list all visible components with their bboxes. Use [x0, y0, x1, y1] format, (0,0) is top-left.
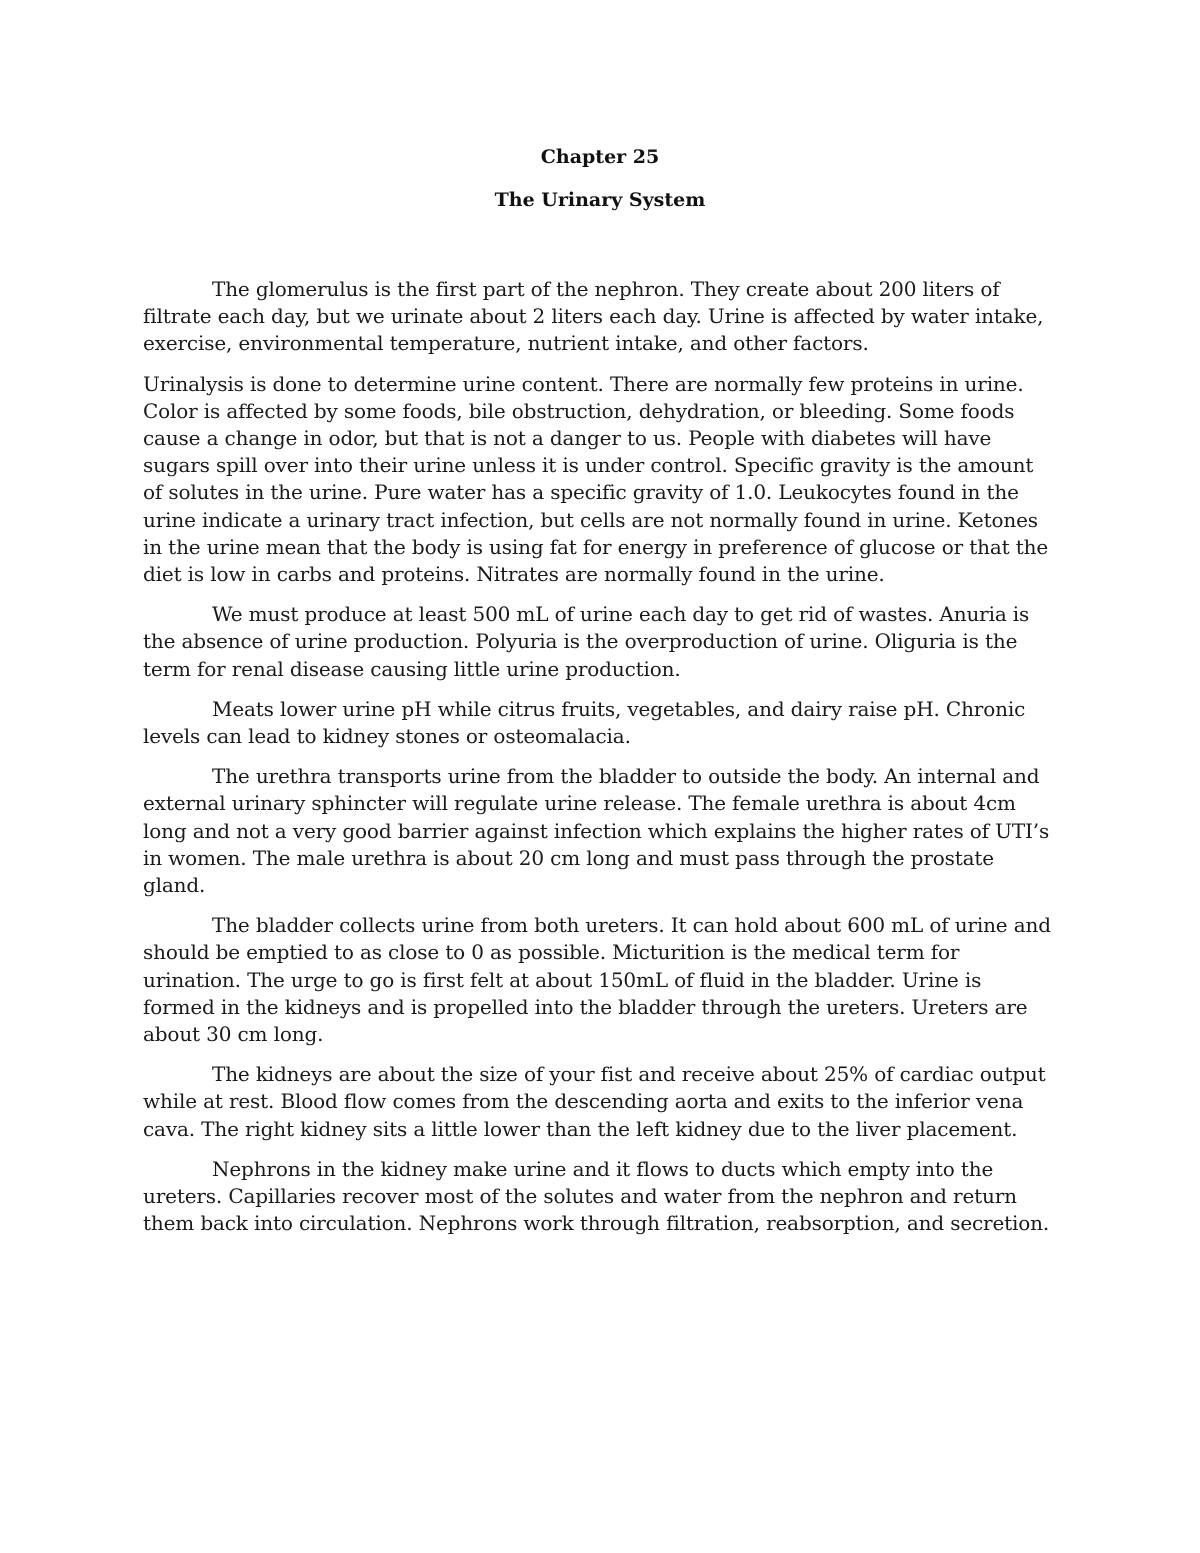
- paragraph-urethra: The urethra transports urine from the bladder to outside the body. An internal and external urinary sphincter will regulate urine release. The female urethra is about 4cm long and not a very good barrier against infection which explains the higher rates of UTI’s in women. The male urethra is about 20 cm long and must pass through the prostate gland.: [143, 764, 1050, 898]
- paragraph-urine-production: We must produce at least 500 mL of urine each day to get rid of wastes. Anuria is the absence of urine production. Polyuria is the overproduction of urine. Oliguria is the term for renal disease causing little urine production.: [143, 602, 1030, 681]
- chapter-heading: Chapter 25: [540, 146, 660, 168]
- paragraph-glomerulus: The glomerulus is the first part of the nephron. They create about 200 liters of filtrate each day, but we urinate about 2 liters each day. Urine is affected by water intake, exercise, environmental temperature, nutrient intake, and other factors.: [143, 277, 1044, 356]
- paragraph-kidneys: The kidneys are about the size of your fist and receive about 25% of cardiac output while at rest. Blood flow comes from the descending aorta and exits to the inferior vena cava. The right kidney sits a little lower than the left kidney due to the liver placement.: [143, 1062, 1046, 1141]
- paragraph-urinalysis: Urinalysis is done to determine urine content. There are normally few proteins in urine. Color is affected by some foods, bile obstruction, dehydration, or bleeding. Some foods cause a change in odor, but that is not a danger to us. People with diabetes will have sugars spill over into their urine unless it is under control. Specific gravity is the amount of solutes in the urine. Pure water has a specific gravity of 1.0. Leukocytes found in the urine indicate a urinary tract infection, but cells are not normally found in urine. Ketones in the urine mean that the body is using fat for energy in preference of glucose or that the diet is low in carbs and proteins. Nitrates are normally found in the urine.: [143, 371, 1048, 587]
- paragraph-nephrons: Nephrons in the kidney make urine and it flows to ducts which empty into the ureters. Capillaries recover most of the solutes and water from the nephron and return them back into circulation. Nephrons work through filtration, reabsorption, and secretion.: [143, 1156, 1050, 1236]
- document-body: [143, 276, 1055, 1251]
- paragraph-bladder: The bladder collects urine from both ureters. It can hold about 600 mL of urine and should be emptied to as close to 0 as possible. Micturition is the medical term for urination. The urge to go is first felt at about 150mL of fluid in the bladder. Urine is formed in the kidneys and is propelled into the bladder through the ureters. Ureters are about 30 cm long.: [143, 913, 1051, 1047]
- chapter-title: The Urinary System: [494, 189, 706, 211]
- paragraph-urine-ph: Meats lower urine pH while citrus fruits, vegetables, and dairy raise pH. Chronic levels can lead to kidney stones or osteomalacia.: [143, 696, 1026, 749]
